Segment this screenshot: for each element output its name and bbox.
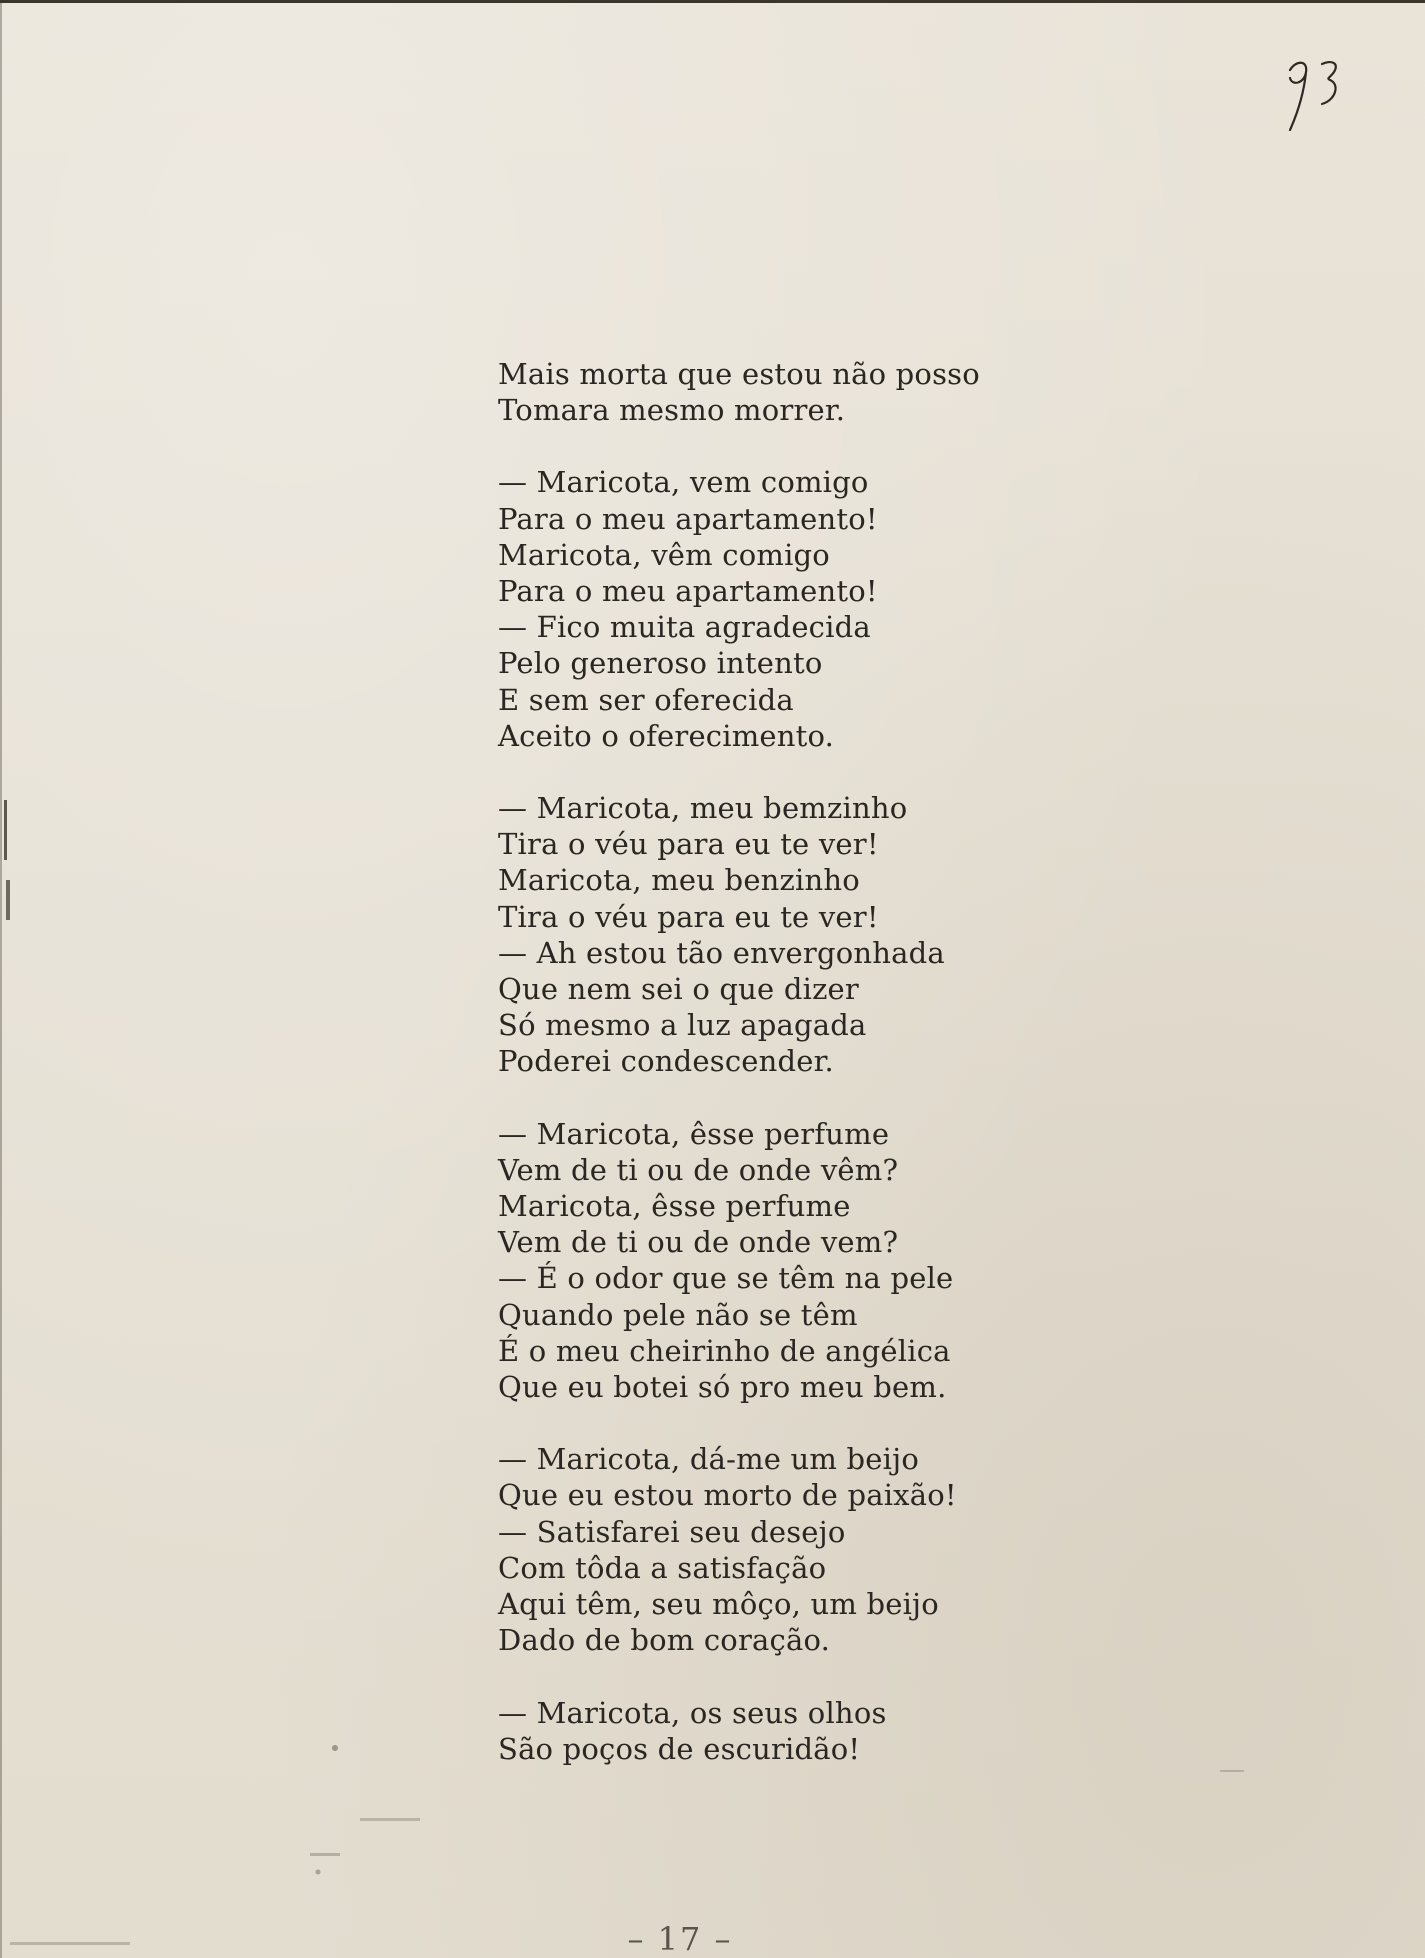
poem-line: — Satisfarei seu desejo [498,1514,846,1549]
poem-line: Maricota, vêm comigo [498,537,830,572]
poem-line: Aqui têm, seu môço, um beijo [498,1587,939,1622]
poem-line: Pelo generoso intento [498,646,823,681]
stanza [498,1441,1018,1658]
handwritten-folio-number [1270,48,1360,138]
poem-text [498,356,1018,1767]
poem-line: Aceito o oferecimento. [498,718,835,753]
poem-line: Maricota, êsse perfume [498,1189,851,1224]
poem-line: É o meu cheirinho de angélica [498,1333,951,1368]
poem-line: Só mesmo a luz apagada [498,1008,867,1043]
poem-line: Mais morta que estou não posso [498,357,980,391]
poem-line: Que eu estou morto de paixão! [498,1478,957,1513]
poem-line: Poderei condescender. [498,1044,834,1079]
poem-line: Tomara mesmo morrer. [498,393,846,428]
page-left-edge [0,0,2,1958]
poem-line: Tira o véu para eu te ver! [498,899,879,934]
poem-line: Vem de ti ou de onde vem? [498,1225,899,1260]
poem-line: Que eu botei só pro meu bem. [498,1370,947,1405]
poem-line: Que nem sei o que dizer [498,972,859,1007]
poem-line: Para o meu apartamento! [498,501,878,536]
stanza [498,464,1018,754]
poem-line: Vem de ti ou de onde vêm? [498,1152,899,1187]
poem-line: — É o odor que se têm na pele [498,1261,954,1296]
stanza [498,356,1018,428]
poem-line: — Maricota, vem comigo [498,465,869,500]
poem-line: — Fico muita agradecida [498,610,871,645]
poem-line: Dado de bom coração. [498,1623,831,1658]
poem-line: — Maricota, dá-me um beijo [498,1442,919,1477]
poem-line: — Maricota, meu bemzinho [498,791,908,826]
poem-line: — Maricota, êsse perfume [498,1116,890,1151]
stanza [498,1116,1018,1406]
stanza [498,1695,1018,1767]
poem-line: São poços de escuridão! [498,1731,861,1766]
poem-line: Para o meu apartamento! [498,574,878,609]
poem-line: Quando pele não se têm [498,1297,858,1332]
page-number: – 17 – [627,1920,733,1958]
poem-line: — Ah estou tão envergonhada [498,935,945,970]
page-top-edge [0,0,1425,3]
poem-line: Tira o véu para eu te ver! [498,827,879,862]
poem-line: Com tôda a satisfação [498,1550,827,1585]
poem-line: E sem ser oferecida [498,682,794,717]
stanza [498,790,1018,1080]
poem-line: Maricota, meu benzinho [498,863,860,898]
poem-line: — Maricota, os seus olhos [498,1695,887,1730]
